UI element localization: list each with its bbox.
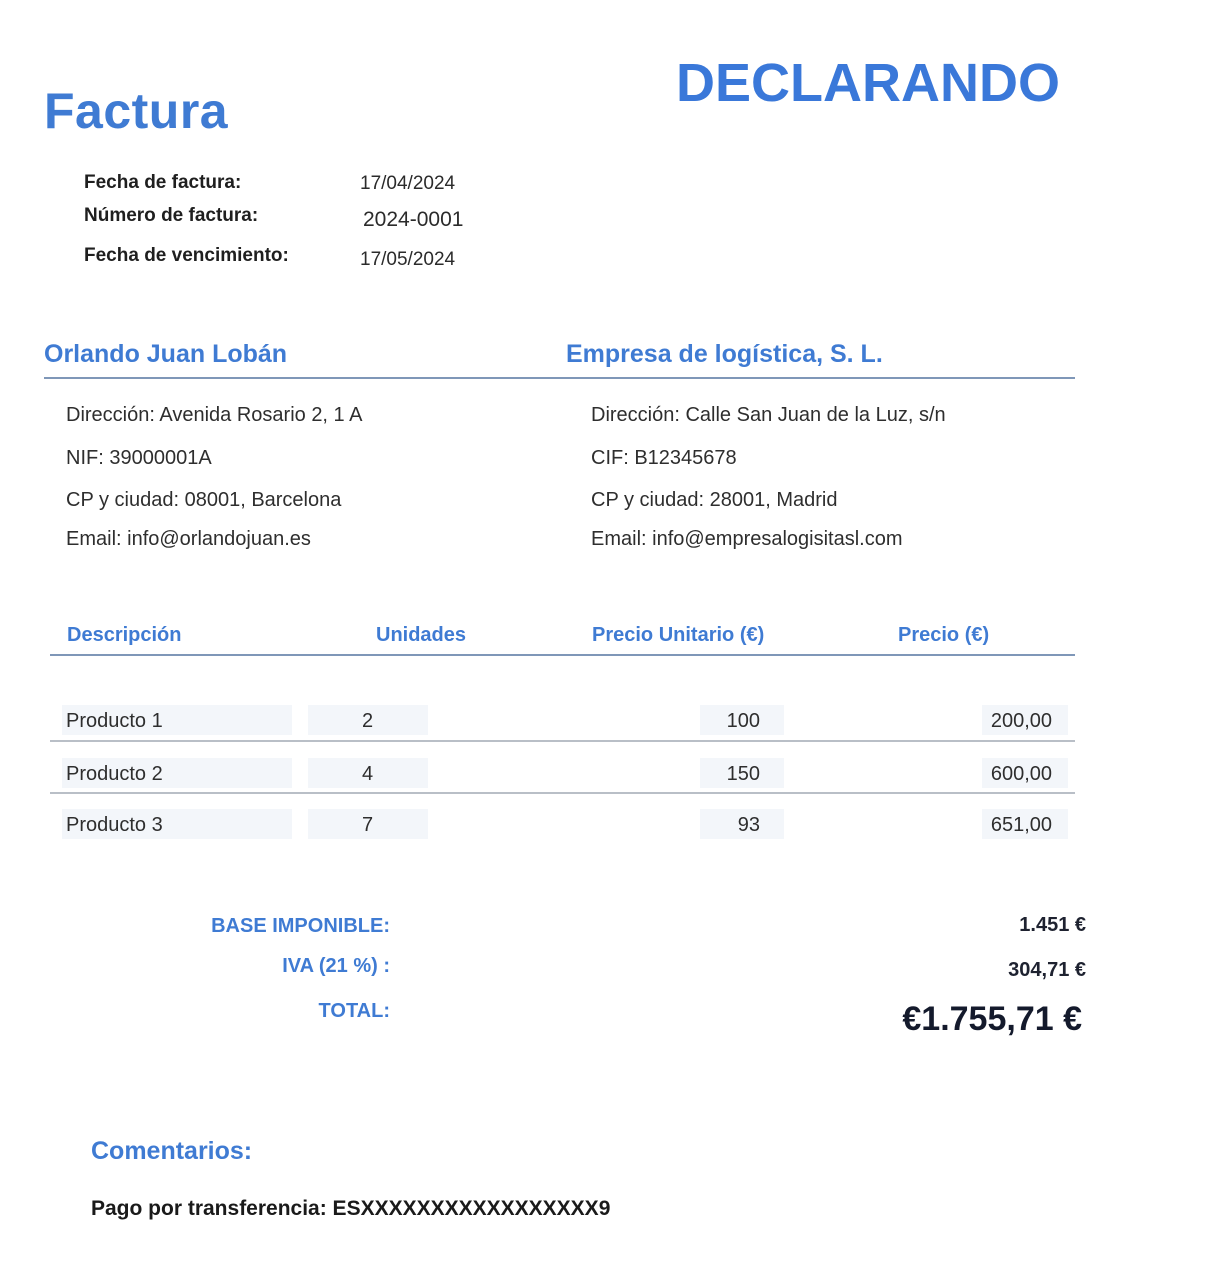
invoice-number-label: Número de factura: — [84, 205, 259, 226]
brand-logo: DECLARANDO — [676, 53, 1060, 113]
client-cif: CIF: B12345678 — [591, 447, 737, 469]
total-label: TOTAL: — [318, 1000, 390, 1022]
base-imponible-value: 1.451 € — [1019, 914, 1086, 936]
row-1-unit-price: 100 — [726, 710, 760, 732]
comments-text: Pago por transferencia: ESXXXXXXXXXXXXXXXXX9 — [91, 1197, 611, 1220]
invoice-number-value: 2024-0001 — [363, 208, 464, 231]
row-3-units: 7 — [362, 814, 374, 836]
client-city: CP y ciudad: 28001, Madrid — [591, 489, 838, 511]
client-address: Dirección: Calle San Juan de la Luz, s/n — [591, 404, 946, 426]
col-header-price: Precio (€) — [898, 624, 990, 646]
due-date-value: 17/05/2024 — [360, 249, 456, 270]
invoice-title: Factura — [44, 83, 229, 139]
total-value: €1.755,71 € — [902, 1000, 1082, 1038]
col-header-units: Unidades — [376, 624, 467, 646]
row-2-description: Producto 2 — [66, 763, 163, 785]
issuer-name: Orlando Juan Lobán — [44, 340, 288, 368]
client-email: Email: info@empresalogisitasl.com — [591, 528, 903, 550]
row-1-units: 2 — [362, 710, 374, 732]
iva-label: IVA (21 %) : — [282, 955, 390, 977]
parties-divider — [44, 377, 1075, 379]
invoice-date-value: 17/04/2024 — [360, 173, 456, 194]
issuer-nif: NIF: 39000001A — [66, 447, 212, 469]
client-name: Empresa de logística, S. L. — [566, 340, 883, 368]
row-1-description: Producto 1 — [66, 710, 163, 732]
row-divider — [50, 740, 1075, 742]
row-3-unit-price: 93 — [737, 814, 760, 836]
iva-value: 304,71 € — [1008, 959, 1086, 981]
row-3-price: 651,00 — [990, 814, 1052, 836]
issuer-email: Email: info@orlandojuan.es — [66, 528, 311, 550]
row-2-units: 4 — [362, 763, 374, 785]
col-header-unit-price: Precio Unitario (€) — [592, 624, 765, 646]
row-2-price: 600,00 — [990, 763, 1052, 785]
invoice-date-label: Fecha de factura: — [84, 172, 242, 193]
row-divider — [50, 792, 1075, 794]
row-2-unit-price: 150 — [726, 763, 760, 785]
row-1-price: 200,00 — [990, 710, 1052, 732]
due-date-label: Fecha de vencimiento: — [84, 245, 289, 266]
col-header-description: Descripción — [67, 624, 182, 646]
issuer-city: CP y ciudad: 08001, Barcelona — [66, 489, 342, 511]
base-imponible-label: BASE IMPONIBLE: — [211, 915, 390, 937]
table-header-divider — [50, 654, 1075, 656]
issuer-address: Dirección: Avenida Rosario 2, 1 A — [66, 404, 363, 426]
row-3-description: Producto 3 — [66, 814, 163, 836]
comments-heading: Comentarios: — [91, 1137, 253, 1165]
